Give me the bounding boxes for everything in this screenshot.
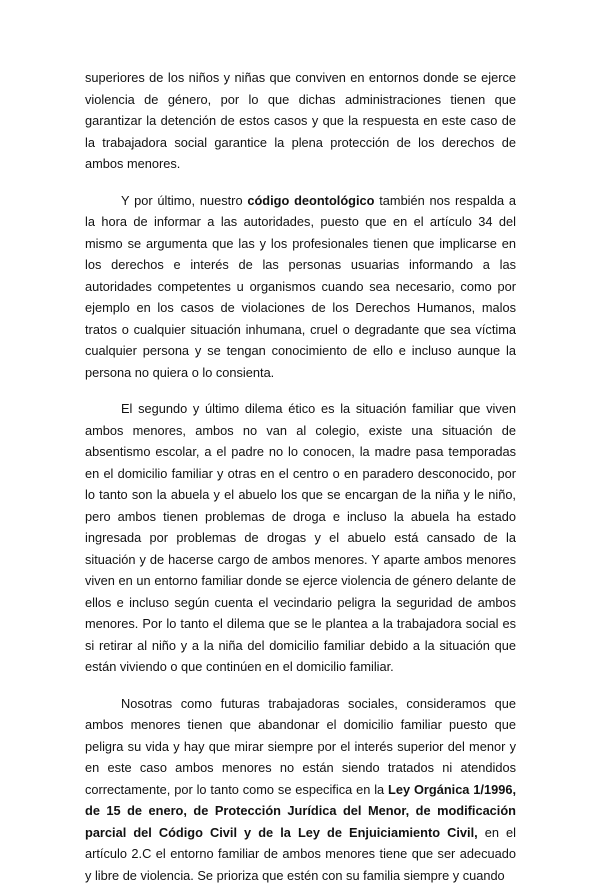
paragraph-3-text: El segundo y último dilema ético es la situación familiar que viven ambos menores, ambos no van al colegio, existe una situación de absentismo escolar, a el padre no lo conocen, la madre pasa temporadas en el domicilio familiar y otras en el centro o en paradero desconocido, por lo tanto son la abuela y el abuelo los que se encargan de la niña y le niño, pero ambos tienen problemas de droga e incluso la abuela ha estado ingresada por problemas de drogas y el abuelo está cansado de la situación y de hacerse cargo de ambos menores. Y aparte ambos menores viven en un entorno familiar donde se ejerce violencia de género delante de ellos e incluso según cuenta el vecindario peligra la seguridad de ambos menores. Por lo tanto el dilema que se le plantea a la trabajadora social es si retirar al niño y a la niña del domicilio familiar debido a la situación que están viviendo o que continúen en el domicilio familiar.: [85, 401, 516, 674]
paragraph-1: [85, 67, 516, 175]
paragraph-2: [85, 190, 516, 384]
paragraph-2-text-b: también nos respalda a la hora de informar a las autoridades, puesto que en el artículo 34 del mismo se argumenta que las y los profesionales tienen que implicarse en los derechos e interés de las personas usuarias informando a las autoridades competentes u organismos cuando sea necesario, como por ejemplo en los casos de violaciones de los Derechos Humanos, malos tratos o cualquier situación inhumana, cruel o degradante que sea víctima cualquier persona y se tengan conocimiento de ello e incluso aunque la persona no quiera o lo consienta.: [85, 193, 516, 380]
ley-organica-bold: Ley Orgánica 1/1996, de 15 de enero, de Protección Jurídica del Menor, de modificación parcial del Código Civil y de la Ley de Enjuiciamiento Civil,: [85, 782, 516, 840]
paragraph-4-text-b: en el artículo 2.C el entorno familiar de ambos menores tiene que ser adecuado y libre de violencia. Se prioriza que estén con su familia siempre y cuando: [85, 825, 516, 883]
paragraph-4-text-a: Nosotras como futuras trabajadoras sociales, consideramos que ambos menores tienen que abandonar el domicilio familiar puesto que peligra su vida y hay que mirar siempre por el interés superior del menor y en este caso ambos menores no están siendo tratados ni atendidos correctamente, por lo tanto como se especifica en la: [85, 696, 516, 797]
paragraph-1-text: superiores de los niños y niñas que conviven en entornos donde se ejerce violencia de género, por lo que dichas administraciones tienen que garantizar la detención de estos casos y que la respuesta en este caso de la trabajadora social garantice la plena protección de los derechos de ambos menores.: [85, 70, 516, 171]
paragraph-3: [85, 398, 516, 678]
codigo-deontologico-bold: código deontológico: [247, 193, 374, 208]
paragraph-4: [85, 693, 516, 886]
paragraph-2-text-a: Y por último, nuestro: [121, 193, 247, 208]
